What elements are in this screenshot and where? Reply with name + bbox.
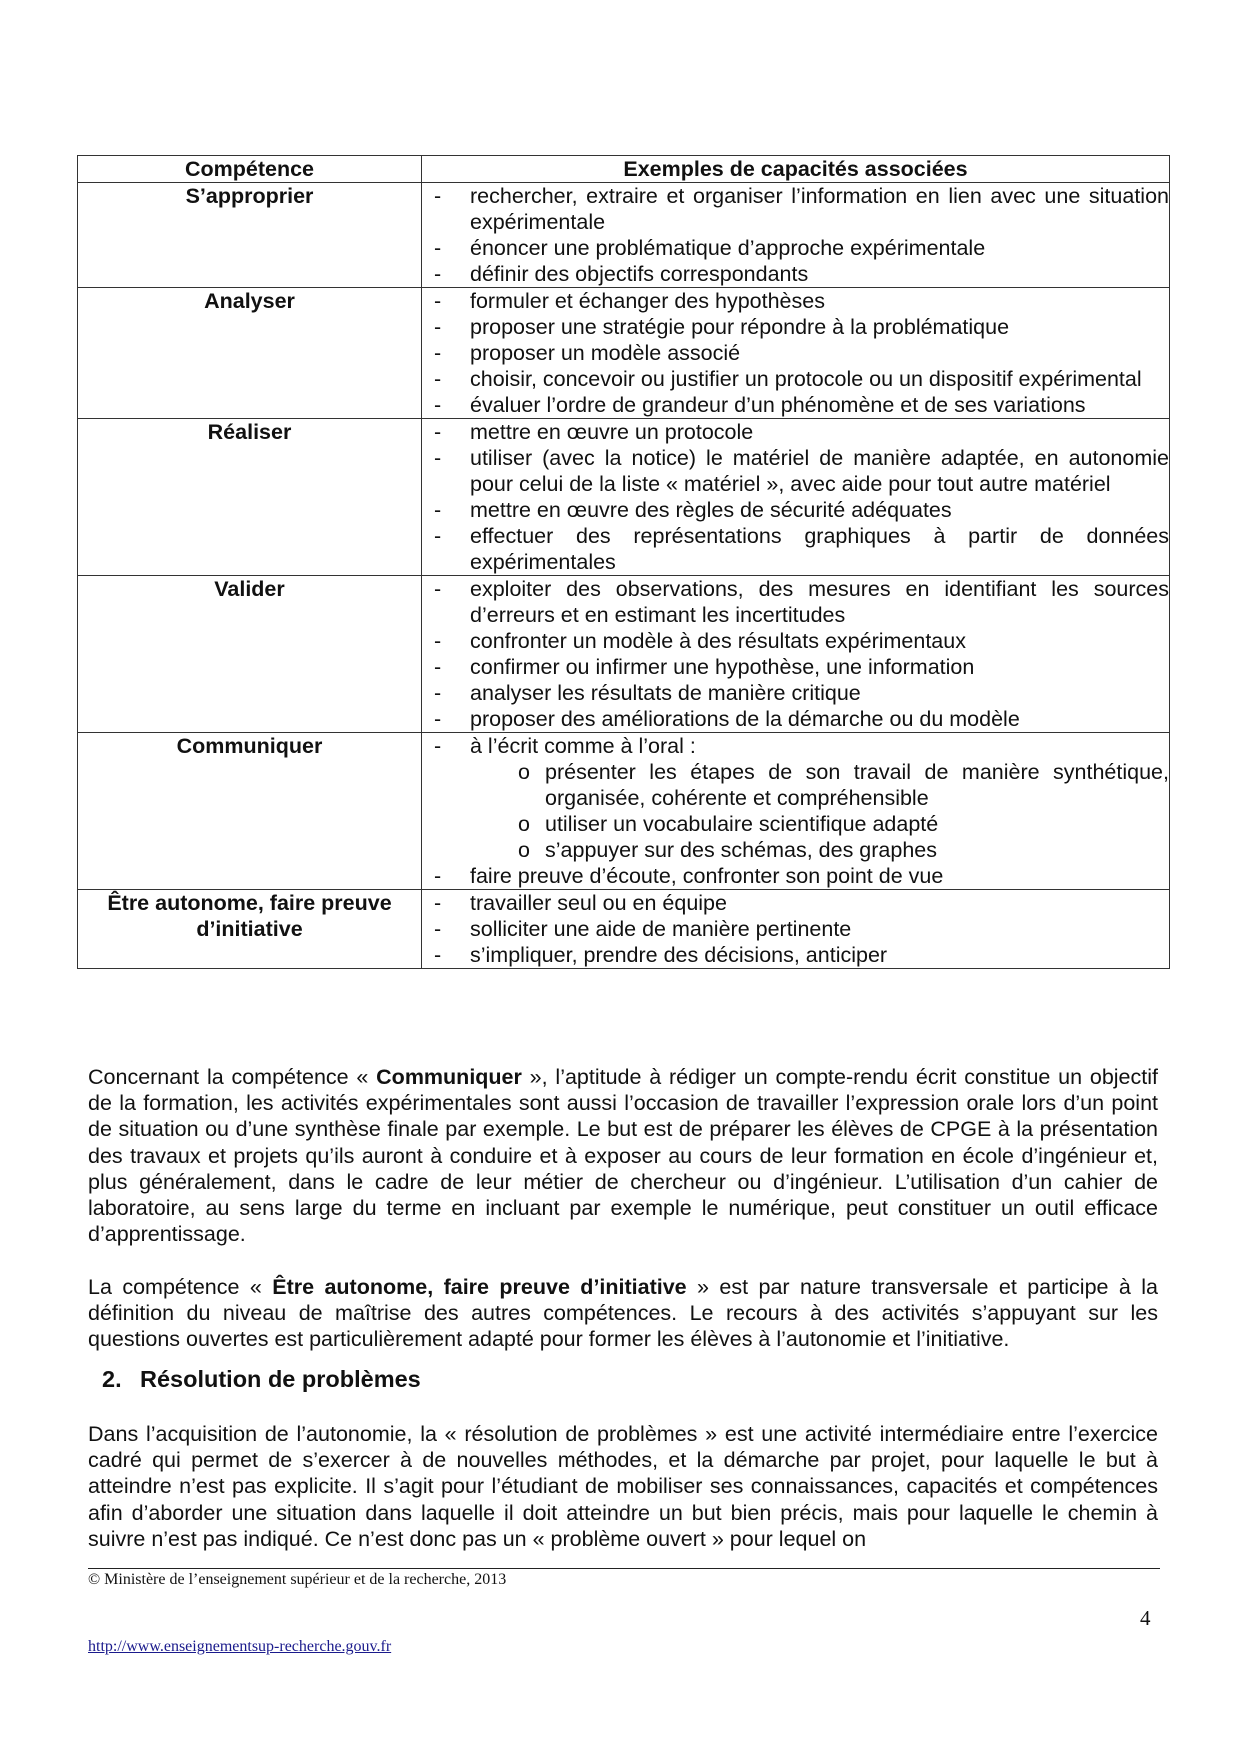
competence-name: S’approprier	[78, 183, 422, 288]
competence-name: Valider	[78, 576, 422, 733]
para1-text-end: », l’aptitude à rédiger un compte-rendu écrit constitue un objectif de la formation, les activités expérimentales sont aussi l’occasion de travailler l’expression orale lors d’un point de situation ou d’une synthèse finale par exemple. Le but est de préparer les élèves de CPGE à la présentation des travaux et projets qu’ils auront à conduire et à exposer au cours de leur formation en école d’ingénieur et, plus généralement, dans le cadre de leur métier de chercheur ou d’ingénieur. L’utilisation d’un cahier de laboratoire, au sens large du terme en incluant par exemple le numérique, peut constituer un outil efficace d’apprentissage.	[88, 1065, 1158, 1247]
list-item	[422, 314, 1169, 340]
list-item	[422, 863, 1169, 889]
list-item-text: proposer des améliorations de la démarche ou du modèle	[470, 707, 1020, 731]
list-item-text: effectuer des représentations graphiques à partir de données expérimentales	[470, 524, 1169, 574]
footer-url-link[interactable]: http://www.enseignementsup-recherche.gouv.fr	[88, 1638, 392, 1655]
table-body	[78, 183, 1170, 969]
section-title: Résolution de problèmes	[140, 1366, 421, 1392]
list-item-text: utiliser (avec la notice) le matériel de manière adaptée, en autonomie pour celui de la liste « matériel », avec aide pour tout autre matériel	[470, 446, 1169, 496]
table-header-row	[78, 156, 1170, 183]
competence-name: Analyser	[78, 288, 422, 419]
table-row	[78, 288, 1170, 419]
section-heading	[102, 1366, 421, 1393]
capacities-list	[422, 183, 1169, 287]
list-item	[422, 942, 1169, 968]
table-row	[78, 890, 1170, 969]
table-row	[78, 733, 1170, 890]
sub-list-item: o s’appuyer sur des schémas, des graphes	[470, 837, 1169, 863]
capacities-list	[422, 890, 1169, 968]
list-item-text: proposer un modèle associé	[470, 341, 741, 365]
list-item	[422, 576, 1169, 628]
page-number: 4	[1140, 1606, 1151, 1630]
list-item-text: confirmer ou infirmer une hypothèse, une information	[470, 655, 975, 679]
list-item	[422, 183, 1169, 235]
para2-text-end: » est par nature transversale et participe à la définition du niveau de maîtrise des autres compétences. Le recours à des activités s’appuyant sur les questions ouvertes est particulièrement adapté pour former les élèves à l’autonomie et l’initiative.	[88, 1275, 1158, 1352]
list-item-text: analyser les résultats de manière critique	[470, 681, 861, 705]
list-item-text: faire preuve d’écoute, confronter son point de vue	[470, 864, 944, 888]
list-item	[422, 890, 1169, 916]
list-item-text: évaluer l’ordre de grandeur d’un phénomène et de ses variations	[470, 393, 1086, 417]
list-item	[422, 445, 1169, 497]
list-item	[422, 680, 1169, 706]
capacities-list	[422, 576, 1169, 732]
capacities-cell	[422, 733, 1170, 890]
list-item	[422, 235, 1169, 261]
sub-list-item: o présenter les étapes de son travail de manière synthétique, organisée, cohérente et compréhensible	[470, 759, 1169, 811]
list-item	[422, 288, 1169, 314]
list-item	[422, 419, 1169, 445]
capacities-cell	[422, 183, 1170, 288]
footer-copyright: © Ministère de l’enseignement supérieur et de la recherche, 2013	[88, 1571, 507, 1588]
capacities-list	[422, 733, 1169, 889]
list-item	[422, 706, 1169, 732]
list-item	[422, 654, 1169, 680]
list-item	[422, 733, 1169, 863]
sub-list	[470, 759, 1169, 863]
list-item-text: énoncer une problématique d’approche expérimentale	[470, 236, 986, 260]
header-competence: Compétence	[78, 156, 422, 183]
list-item	[422, 261, 1169, 287]
list-item-text: travailler seul ou en équipe	[470, 891, 727, 915]
list-item	[422, 392, 1169, 418]
header-examples: Exemples de capacités associées	[422, 156, 1170, 183]
capacities-list	[422, 288, 1169, 418]
paragraph-resolution: Dans l’acquisition de l’autonomie, la « résolution de problèmes » est une activité intermédiaire entre l’exercice cadré qui permet de s’exercer à de nouvelles méthodes, et la démarche par projet, pour laquelle le but à atteindre n’est pas explicite. Il s’agit pour l’étudiant de mobiliser ses connaissances, capacités et compétences afin d’aborder une situation dans laquelle il doit atteindre un but bien précis, mais pour laquelle le chemin à suivre n’est pas indiqué. Ce n’est donc pas un « problème ouvert » pour lequel on	[88, 1422, 1158, 1551]
list-item-text: rechercher, extraire et organiser l’information en lien avec une situation expérimentale	[470, 184, 1169, 234]
paragraph-autonomie	[88, 1274, 1158, 1353]
table-row	[78, 576, 1170, 733]
competence-table	[77, 155, 1170, 969]
table-row	[78, 419, 1170, 576]
sub-list-item: o utiliser un vocabulaire scientifique adapté	[470, 811, 1169, 837]
capacities-list	[422, 419, 1169, 575]
list-item-text: proposer une stratégie pour répondre à la problématique	[470, 315, 1010, 339]
footer-divider	[88, 1568, 1160, 1569]
capacities-cell	[422, 288, 1170, 419]
list-item-text: exploiter des observations, des mesures en identifiant les sources d’erreurs et en estimant les incertitudes	[470, 577, 1169, 627]
list-item-text: solliciter une aide de manière pertinente	[470, 917, 852, 941]
list-item-text: formuler et échanger des hypothèses	[470, 289, 825, 313]
capacities-cell	[422, 419, 1170, 576]
list-item-text: confronter un modèle à des résultats expérimentaux	[470, 629, 966, 653]
list-item-text: s’impliquer, prendre des décisions, anticiper	[470, 943, 888, 967]
table-row	[78, 183, 1170, 288]
list-item	[422, 523, 1169, 575]
paragraph-communiquer	[88, 1064, 1158, 1247]
section-number: 2.	[102, 1366, 122, 1392]
list-item-text: mettre en œuvre des règles de sécurité adéquates	[470, 498, 952, 522]
list-item	[422, 497, 1169, 523]
list-item	[422, 340, 1169, 366]
para2-bold-term: Être autonome, faire preuve d’initiative	[272, 1275, 687, 1299]
capacities-cell	[422, 576, 1170, 733]
list-item	[422, 916, 1169, 942]
list-item	[422, 628, 1169, 654]
competence-name: Communiquer	[78, 733, 422, 890]
competence-name: Réaliser	[78, 419, 422, 576]
capacities-cell	[422, 890, 1170, 969]
para1-bold-term: Communiquer	[376, 1065, 522, 1089]
para2-text-start: La compétence «	[88, 1275, 273, 1299]
list-item	[422, 366, 1169, 392]
para1-text-start: Concernant la compétence «	[88, 1065, 377, 1089]
list-item-text: à l’écrit comme à l’oral :	[470, 734, 696, 758]
competence-name: Être autonome, faire preuve d’initiative	[78, 890, 422, 969]
list-item-text: mettre en œuvre un protocole	[470, 420, 754, 444]
list-item-text: choisir, concevoir ou justifier un protocole ou un dispositif expérimental	[470, 367, 1142, 391]
list-item-text: définir des objectifs correspondants	[470, 262, 809, 286]
